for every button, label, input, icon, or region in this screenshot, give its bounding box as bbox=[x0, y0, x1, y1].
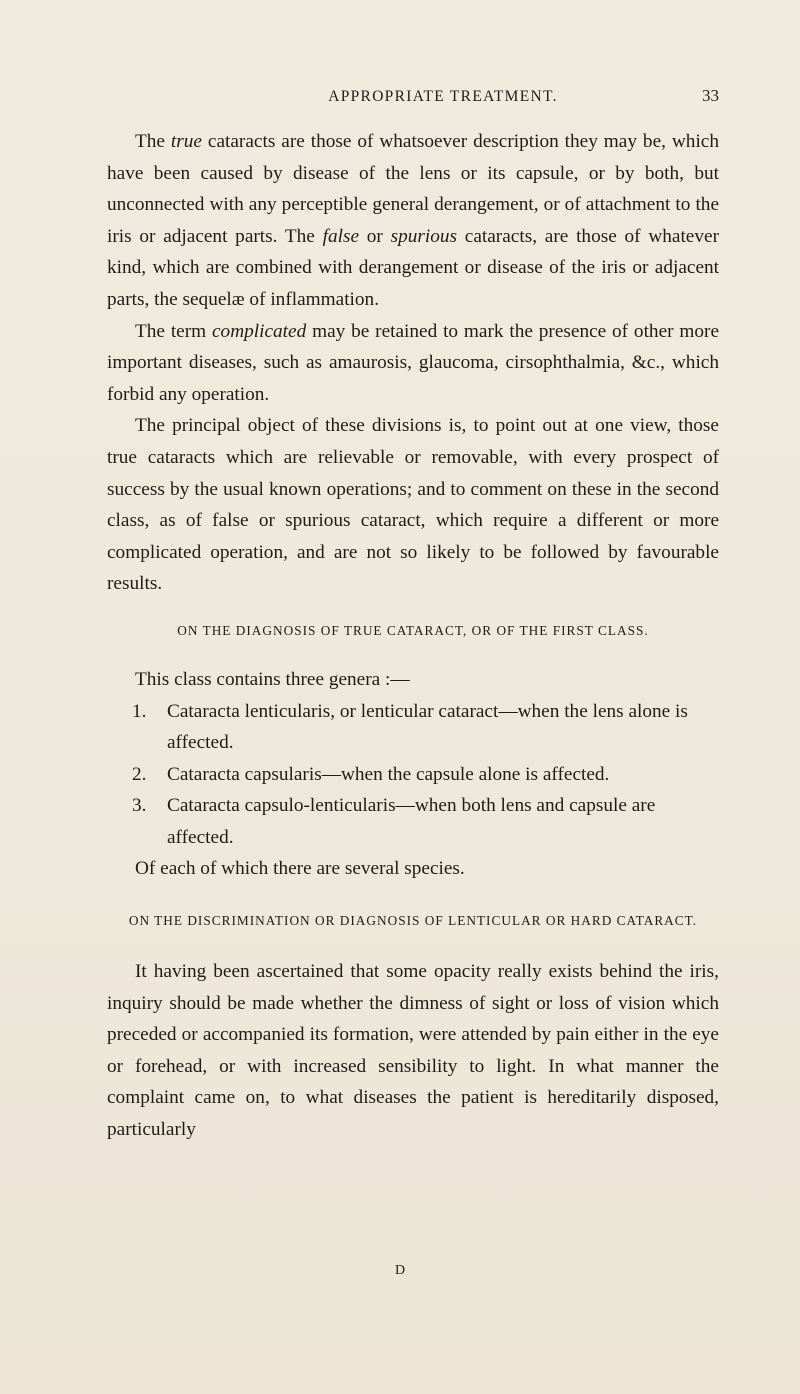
list-item-text: Cataracta capsulo-lenticularis—when both lens and capsule are affected. bbox=[167, 795, 656, 848]
italic-term: complicated bbox=[212, 320, 307, 342]
list-item bbox=[107, 759, 719, 791]
paragraph-complicated bbox=[107, 316, 719, 411]
list-item bbox=[107, 790, 719, 853]
list-item-number: 3. bbox=[132, 795, 147, 817]
page-number: 33 bbox=[702, 86, 719, 105]
paragraph-discrimination: It having been ascertained that some opacity really exists behind the iris, inquiry should be made whether the dimness of sight or loss of vision which preceded or accompanied its formation, were attended by pain either in the eye or forehead, or with increased sensibility to light. In what manner the complaint came on, to what diseases the patient is hereditarily disposed, particularly bbox=[107, 961, 719, 1141]
species-note: Of each of which there are several species. bbox=[135, 858, 465, 880]
section-heading-true-cataract: ON THE DIAGNOSIS OF TRUE CATARACT, OR OF THE FIRST CLASS. bbox=[177, 622, 649, 638]
signature-mark: D bbox=[394, 1263, 406, 1278]
genera-list bbox=[107, 696, 719, 854]
italic-term: true bbox=[170, 131, 202, 152]
list-item-text: Cataracta capsularis—when the capsule alone is affected. bbox=[167, 763, 610, 785]
section-heading-lenticular: ON THE DISCRIMINATION OR DIAGNOSIS OF LENTICULAR OR HARD CATARACT. bbox=[128, 913, 698, 929]
paragraph-principal-object bbox=[107, 410, 719, 600]
list-item-number: 2. bbox=[132, 763, 147, 785]
page-body bbox=[107, 126, 719, 1146]
paragraph-cataract-types bbox=[107, 126, 719, 316]
italic-term: false bbox=[322, 225, 360, 247]
text-run: The bbox=[135, 131, 171, 152]
text-run: The term bbox=[135, 320, 212, 342]
italic-term: spurious bbox=[390, 225, 458, 247]
text-run: The principal object of these divisions is, to point out at one view, those true cataracts which are relievable or removable, with every prospect of success by the usual known operations; and to comment on these in the second class, as of false or spurious cataract, which require a different or more complicated operation, and are not so likely to be followed by favourable results. bbox=[107, 415, 719, 595]
running-head: APPROPRIATE TREATMENT. bbox=[328, 88, 558, 105]
text-run: cataracts are those of whatsoever description they may be, which have been caused by disease of the lens or its capsule, or by both, but unconnected with any perceptible general derangement, or of attachment to the iris or adjacent parts. The bbox=[107, 131, 719, 247]
list-item-number: 1. bbox=[132, 700, 147, 722]
text-run: or bbox=[359, 225, 391, 247]
list-item-text: Cataracta lenticularis, or lenticular cataract—when the lens alone is affected. bbox=[167, 700, 688, 754]
text-run: may be retained to mark the presence of other more important diseases, such as amaurosis, glaucoma, cirsophthalmia, &c., which forbid any operation. bbox=[107, 320, 720, 405]
genera-intro: This class contains three genera :— bbox=[135, 668, 410, 690]
list-item bbox=[107, 696, 719, 759]
text-run: cataracts, are those of whatever kind, which are combined with derangement or disease of the iris or adjacent parts, the sequelæ of inflammation. bbox=[107, 225, 719, 310]
